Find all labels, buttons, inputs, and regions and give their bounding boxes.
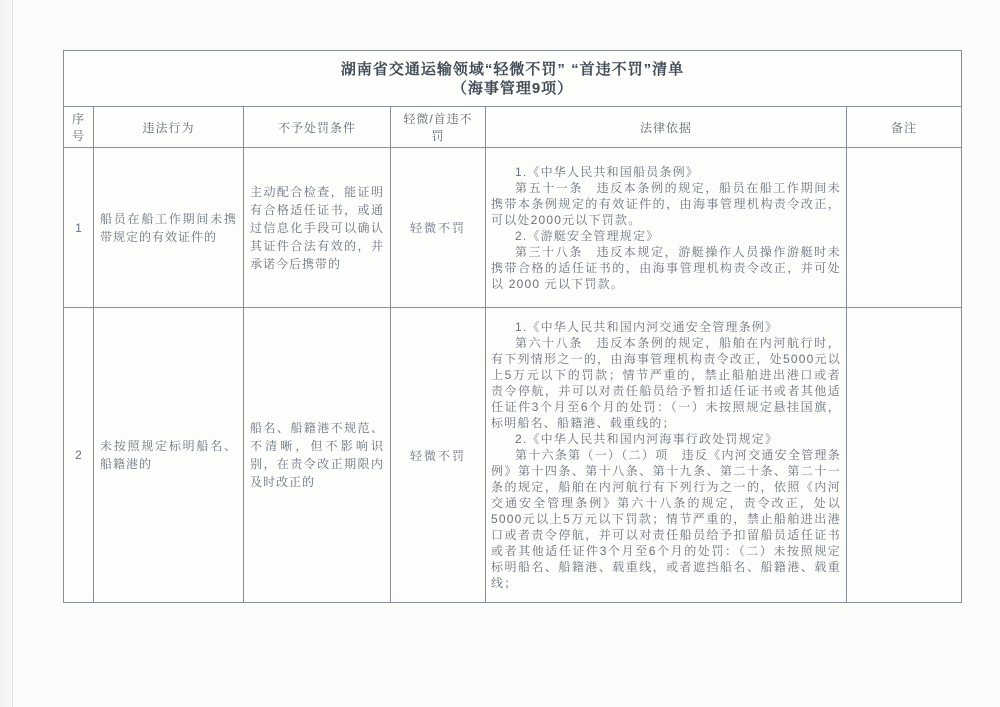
legal-basis-paragraph: 第十六条第（一）（二）项 违反《内河交通安全管理条例》第十四条、第十八条、第十九条、第二十条、第二十一条的规定，船舶在内河航行有下列行为之一的，依照《内河交通安全管理条例》第六十八条的规定，责令改正，处以5000元以上5万元以下罚款；情节严重的，禁止船舶进出港口或者责令停航，并可以对责任船员给予扣留船员适任证书或者其他适任证件3个月至6个月的处罚：（二）未按照规定标明船名、船籍港、载重线，或者遮挡船名、船籍港、载重线；	[491, 448, 841, 590]
document-subtitle: （海事管理9项）	[451, 79, 574, 97]
remark-cell	[847, 308, 962, 603]
condition-cell: 船名、船籍港不规范、不清晰，但不影响识别，在责令改正期限内及时改正的	[244, 308, 391, 603]
violation-cell: 船员在船工作期间未携带规定的有效证件的	[94, 148, 244, 308]
table-row	[64, 308, 962, 603]
remark-cell	[847, 148, 962, 308]
legal-basis-cell	[486, 308, 847, 603]
legal-basis-paragraph: 2.《游艇安全管理规定》	[515, 228, 660, 243]
row-index: 1	[64, 148, 94, 308]
column-header-violation: 违法行为	[94, 107, 244, 148]
legal-basis-cell	[486, 148, 847, 308]
document-title: 湖南省交通运输领域“轻微不罚” “首违不罚”清单	[340, 60, 685, 78]
legal-basis-paragraph: 第六十八条 违反本条例的规定，船舶在内河航行时，有下列情形之一的，由海事管理机构责令改正，处5000元以上5万元以下的罚款；情节严重的，禁止船舶进出港口或者责令停航，并可以对责任船员给予暂扣适任证书或者其他适任证件3个月至6个月的处罚：（一）未按照规定悬挂国旗，标明船名、船籍港、载重线的；	[491, 336, 841, 430]
penalty-exemption-table	[63, 50, 962, 603]
legal-basis-paragraph: 1.《中华人民共和国内河交通安全管理条例》	[515, 320, 779, 334]
legal-basis-paragraph: 2.《中华人民共和国内河海事行政处罚规定》	[515, 432, 779, 446]
condition-cell: 主动配合检查，能证明有合格适任证书，或通过信息化手段可以确认其证件合法有效的，并承诺今后携带的	[244, 148, 391, 308]
column-header-condition: 不予处罚条件	[244, 107, 391, 148]
column-header-legal-basis: 法律依据	[486, 107, 847, 148]
table-row	[64, 148, 962, 308]
penalty-type-cell: 轻微不罚	[391, 148, 486, 308]
violation-cell: 未按照规定标明船名、船籍港的	[94, 308, 244, 603]
row-index: 2	[64, 308, 94, 603]
legal-basis-paragraph: 第五十一条 违反本条例的规定，船员在船工作期间未携带本条例规定的有效证件的，由海事管理机构责令改正，可以处2000元以下罚款。	[491, 180, 841, 227]
scan-edge-artifact	[0, 0, 13, 707]
table-title-row	[64, 51, 962, 107]
column-header-type: 轻微/首违不罚	[391, 107, 486, 148]
table-header-row	[64, 107, 962, 148]
legal-basis-paragraph: 第三十八条 违反本规定，游艇操作人员操作游艇时未携带合格的适任证书的，由海事管理机构责令改正，并可处以 2000 元以下罚款。	[491, 244, 841, 291]
legal-basis-paragraph: 1.《中华人民共和国船员条例》	[515, 164, 700, 179]
column-header-remark: 备注	[847, 107, 962, 148]
column-header-index: 序号	[64, 107, 94, 148]
penalty-type-cell: 轻微不罚	[391, 308, 486, 603]
table-title-cell	[64, 51, 962, 107]
